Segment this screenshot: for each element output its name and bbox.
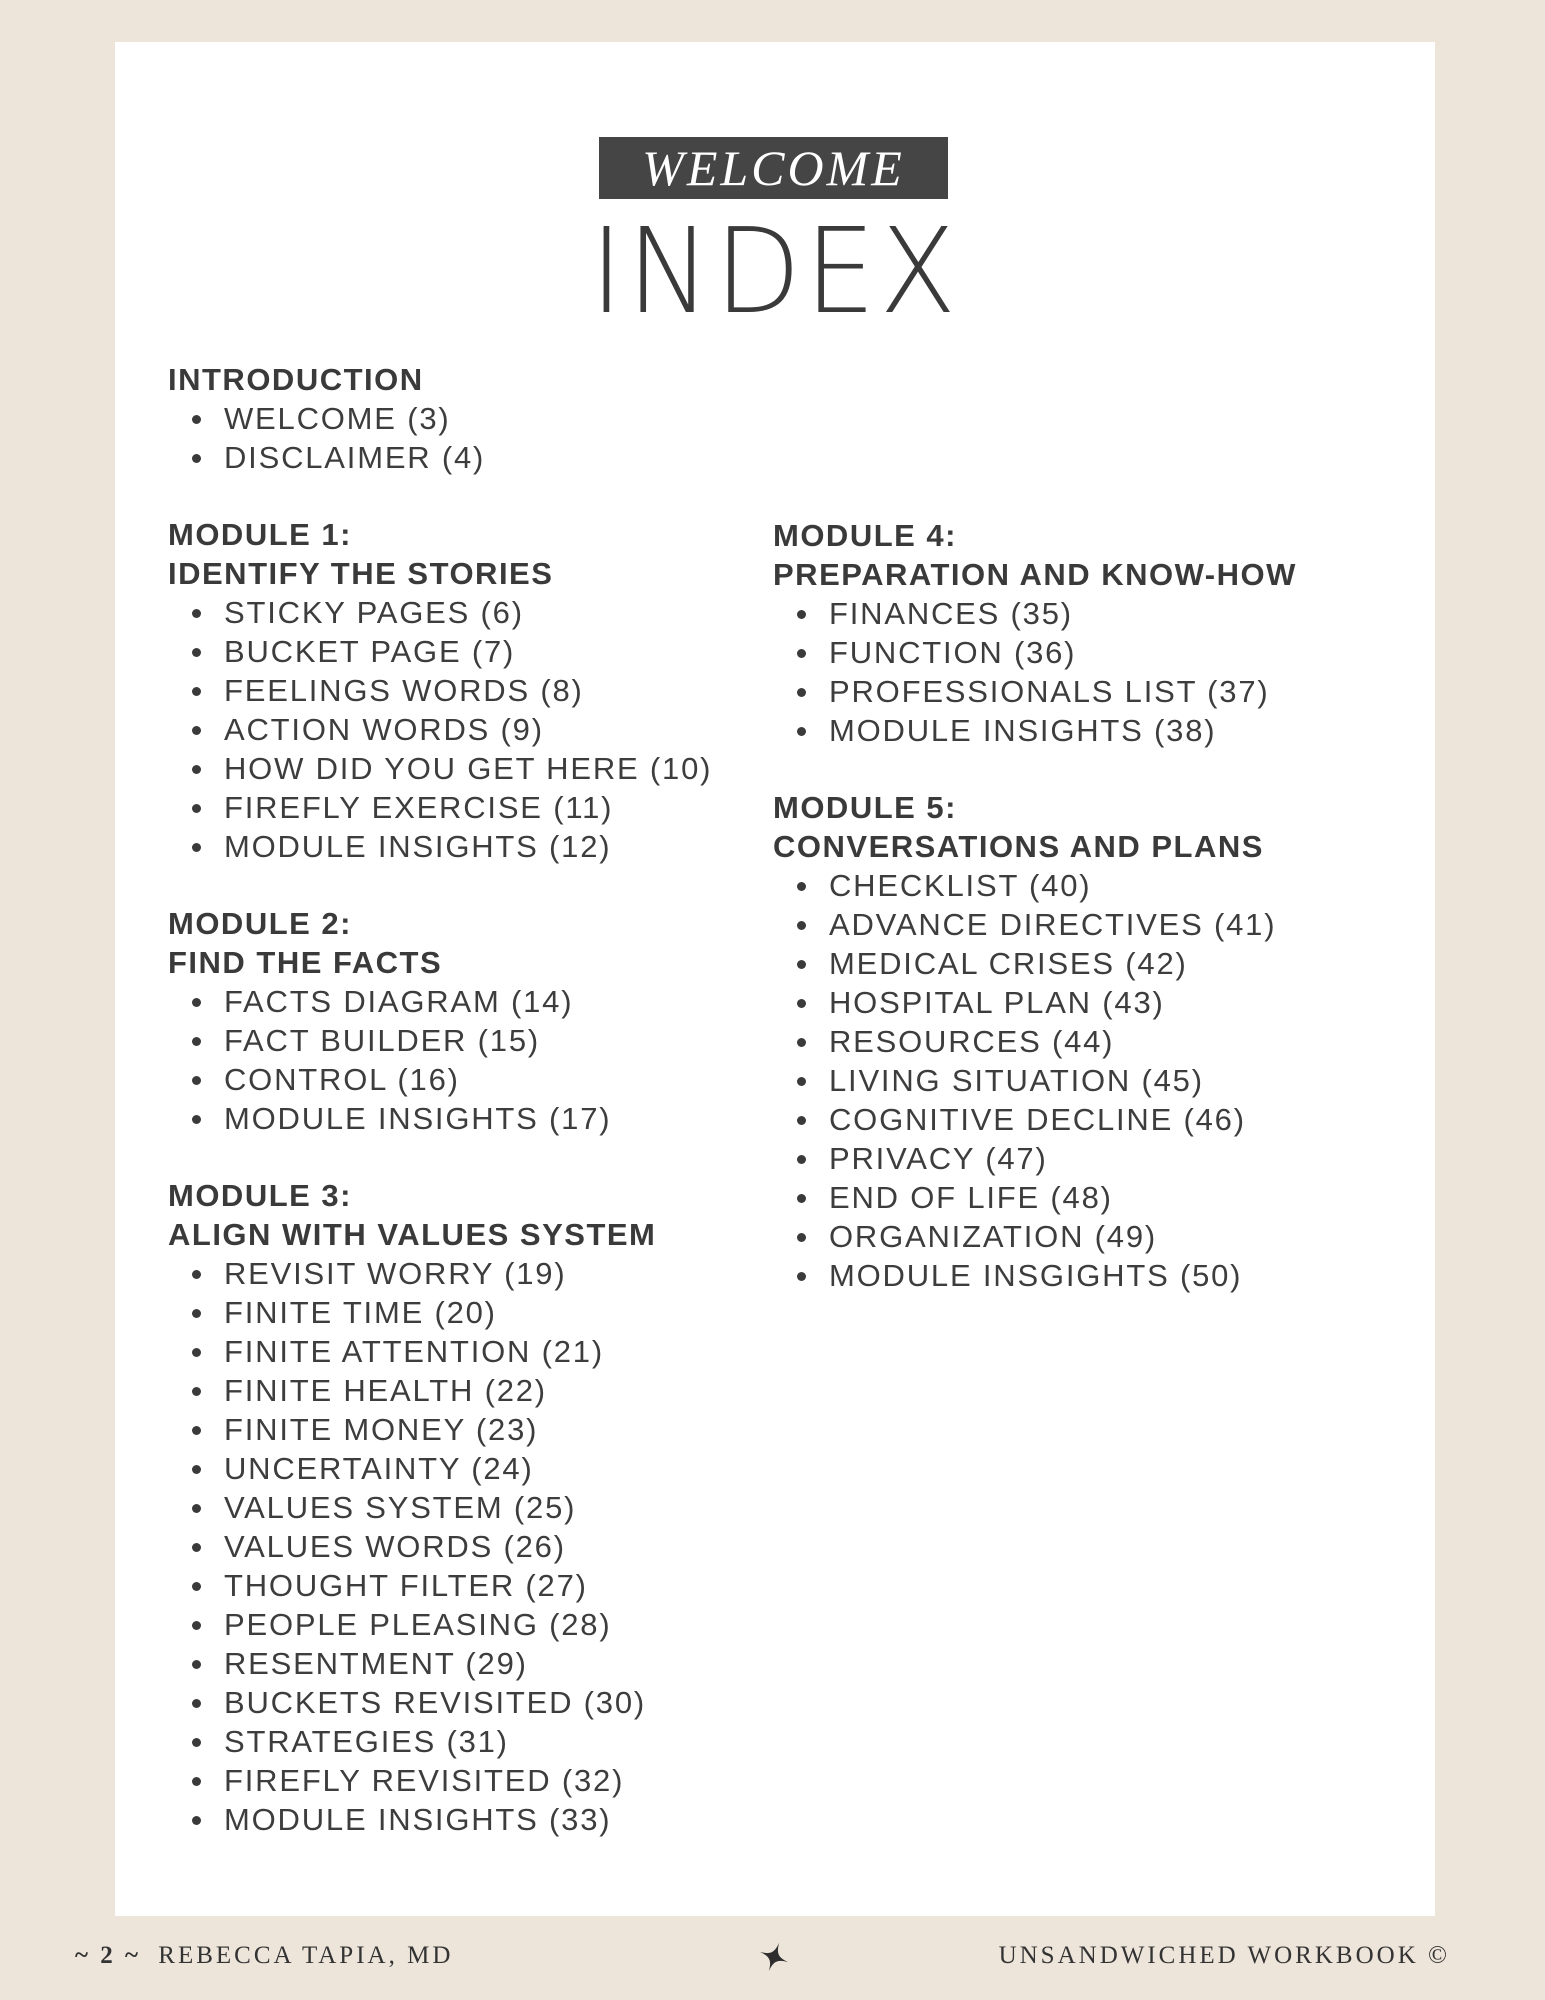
bullet-icon [192, 609, 201, 618]
index-entry [773, 1139, 1393, 1178]
bullet-icon [797, 1233, 806, 1242]
index-entry-label: STRATEGIES (31) [224, 1724, 509, 1759]
index-entry [168, 710, 768, 749]
bullet-icon [192, 804, 201, 813]
index-entry-label: PEOPLE PLEASING (28) [224, 1607, 612, 1642]
index-entry-label: UNCERTAINTY (24) [224, 1451, 534, 1486]
index-entry [773, 944, 1393, 983]
bullet-icon [192, 1504, 201, 1513]
index-entry [168, 593, 768, 632]
index-entry-label: FINITE MONEY (23) [224, 1412, 539, 1447]
bullet-icon [192, 1348, 201, 1357]
index-entry-label: RESOURCES (44) [829, 1024, 1115, 1059]
index-entry-label: MODULE INSIGHTS (38) [829, 713, 1217, 748]
bullet-icon [797, 960, 806, 969]
index-entry [168, 1371, 768, 1410]
index-entry-label: BUCKET PAGE (7) [224, 634, 516, 669]
section-heading: FIND THE FACTS [168, 945, 443, 980]
section-item-list [773, 866, 1393, 1295]
bullet-icon [192, 687, 201, 696]
index-entry [168, 1761, 768, 1800]
index-entry-label: COGNITIVE DECLINE (46) [829, 1102, 1246, 1137]
index-entry [168, 399, 768, 438]
index-entry [773, 1256, 1393, 1295]
bullet-icon [192, 1465, 201, 1474]
index-entry-label: STICKY PAGES (6) [224, 595, 524, 630]
section-item-list [773, 594, 1393, 750]
index-entry-label: PROFESSIONALS LIST (37) [829, 674, 1270, 709]
index-entry-label: FACTS DIAGRAM (14) [224, 984, 574, 1019]
index-entry-label: VALUES WORDS (26) [224, 1529, 566, 1564]
index-entry [773, 1061, 1393, 1100]
four-point-star-icon [757, 1940, 791, 1974]
index-section [168, 515, 768, 866]
index-section [773, 788, 1393, 1295]
bullet-icon [192, 1621, 201, 1630]
index-entry-label: FEELINGS WORDS (8) [224, 673, 584, 708]
page-footer [0, 1928, 1545, 1978]
section-item-list [168, 982, 768, 1138]
bullet-icon [192, 1543, 201, 1552]
section-heading: MODULE 3: [168, 1178, 352, 1213]
index-entry [773, 672, 1393, 711]
index-entry-label: ADVANCE DIRECTIVES (41) [829, 907, 1277, 942]
index-entry [773, 594, 1393, 633]
index-entry-label: BUCKETS REVISITED (30) [224, 1685, 647, 1720]
index-entry-label: FIREFLY EXERCISE (11) [224, 790, 614, 825]
index-entry-label: PRIVACY (47) [829, 1141, 1048, 1176]
section-heading: INTRODUCTION [168, 362, 424, 397]
index-entry-label: FACT BUILDER (15) [224, 1023, 540, 1058]
section-heading: MODULE 1: [168, 517, 352, 552]
index-entry-label: REVISIT WORRY (19) [224, 1256, 567, 1291]
index-section [168, 360, 768, 477]
section-heading: MODULE 5: [773, 790, 957, 825]
index-entry-label: THOUGHT FILTER (27) [224, 1568, 588, 1603]
index-entry-label: DISCLAIMER (4) [224, 440, 486, 475]
workbook-name: UNSANDWICHED WORKBOOK © [998, 1942, 1450, 1969]
index-entry [773, 1178, 1393, 1217]
index-entry-label: CHECKLIST (40) [829, 868, 1092, 903]
index-entry [168, 1605, 768, 1644]
bullet-icon [192, 415, 201, 424]
index-entry-label: MODULE INSIGHTS (17) [224, 1101, 612, 1136]
index-entry-label: MODULE INSIGHTS (33) [224, 1802, 612, 1837]
index-entry [168, 438, 768, 477]
footer-left [75, 1942, 453, 1970]
bullet-icon [192, 1309, 201, 1318]
bullet-icon [797, 649, 806, 658]
index-entry [168, 1722, 768, 1761]
section-item-list [168, 1254, 768, 1839]
index-entry-label: WELCOME (3) [224, 401, 451, 436]
bullet-icon [797, 999, 806, 1008]
index-entry [168, 1566, 768, 1605]
index-entry-label: RESENTMENT (29) [224, 1646, 528, 1681]
page-sheet [115, 42, 1435, 1916]
bullet-icon [797, 1272, 806, 1281]
index-entry [168, 788, 768, 827]
index-entry [168, 632, 768, 671]
section-heading: CONVERSATIONS AND PLANS [773, 829, 1264, 864]
index-entry-label: FINITE TIME (20) [224, 1295, 497, 1330]
index-entry [168, 827, 768, 866]
index-section [773, 516, 1393, 750]
page-title: INDEX [590, 202, 960, 340]
author-name: REBECCA TAPIA, MD [158, 1942, 454, 1969]
bullet-icon [797, 1194, 806, 1203]
index-entry [168, 671, 768, 710]
bullet-icon [192, 1660, 201, 1669]
index-entry [773, 1217, 1393, 1256]
index-entry [773, 866, 1393, 905]
index-entry [168, 1410, 768, 1449]
bullet-icon [797, 1077, 806, 1086]
index-entry-label: ACTION WORDS (9) [224, 712, 544, 747]
index-column-right [773, 516, 1393, 1333]
bullet-icon [192, 1115, 201, 1124]
welcome-banner [599, 137, 948, 199]
index-entry [168, 1527, 768, 1566]
index-column-left [168, 360, 768, 1877]
bullet-icon [192, 1076, 201, 1085]
section-heading: MODULE 2: [168, 906, 352, 941]
index-entry [168, 1644, 768, 1683]
index-entry-label: MODULE INSGIGHTS (50) [829, 1258, 1243, 1293]
index-entry-label: HOSPITAL PLAN (43) [829, 985, 1165, 1020]
bullet-icon [192, 1699, 201, 1708]
bullet-icon [192, 843, 201, 852]
section-heading: ALIGN WITH VALUES SYSTEM [168, 1217, 657, 1252]
welcome-banner-text: WELCOME [642, 140, 905, 196]
index-entry [773, 633, 1393, 672]
index-entry-label: MODULE INSIGHTS (12) [224, 829, 612, 864]
bullet-icon [192, 726, 201, 735]
bullet-icon [797, 727, 806, 736]
bullet-icon [192, 1738, 201, 1747]
bullet-icon [797, 882, 806, 891]
index-entry [168, 1099, 768, 1138]
index-entry [168, 982, 768, 1021]
index-entry [168, 749, 768, 788]
index-entry [168, 1683, 768, 1722]
bullet-icon [797, 610, 806, 619]
index-entry-label: HOW DID YOU GET HERE (10) [224, 751, 713, 786]
bullet-icon [797, 1116, 806, 1125]
section-heading: MODULE 4: [773, 518, 957, 553]
index-entry [168, 1293, 768, 1332]
index-entry-label: MEDICAL CRISES (42) [829, 946, 1188, 981]
bullet-icon [797, 921, 806, 930]
index-entry [773, 1100, 1393, 1139]
index-entry-label: FINANCES (35) [829, 596, 1073, 631]
bullet-icon [797, 1155, 806, 1164]
index-entry [168, 1021, 768, 1060]
bullet-icon [192, 1387, 201, 1396]
bullet-icon [192, 454, 201, 463]
section-heading: IDENTIFY THE STORIES [168, 556, 554, 591]
index-entry-label: FINITE HEALTH (22) [224, 1373, 547, 1408]
index-entry [773, 905, 1393, 944]
index-entry-label: FUNCTION (36) [829, 635, 1077, 670]
bullet-icon [192, 648, 201, 657]
index-entry-label: VALUES SYSTEM (25) [224, 1490, 577, 1525]
bullet-icon [192, 1816, 201, 1825]
index-entry [168, 1254, 768, 1293]
index-entry [773, 1022, 1393, 1061]
index-entry-label: END OF LIFE (48) [829, 1180, 1113, 1215]
index-entry-label: LIVING SITUATION (45) [829, 1063, 1204, 1098]
index-entry-label: ORGANIZATION (49) [829, 1219, 1157, 1254]
bullet-icon [797, 688, 806, 697]
index-entry-label: FIREFLY REVISITED (32) [224, 1763, 625, 1798]
bullet-icon [192, 1426, 201, 1435]
index-section [168, 1176, 768, 1839]
bullet-icon [192, 1777, 201, 1786]
index-entry [168, 1449, 768, 1488]
index-entry [168, 1488, 768, 1527]
index-entry [773, 983, 1393, 1022]
index-section [168, 904, 768, 1138]
index-entry [168, 1332, 768, 1371]
bullet-icon [192, 765, 201, 774]
index-entry [773, 711, 1393, 750]
bullet-icon [192, 1270, 201, 1279]
section-item-list [168, 593, 768, 866]
bullet-icon [192, 1037, 201, 1046]
page-number: ~ 2 ~ [75, 1942, 142, 1969]
bullet-icon [797, 1038, 806, 1047]
index-entry [168, 1800, 768, 1839]
index-entry-label: FINITE ATTENTION (21) [224, 1334, 604, 1369]
index-entry-label: CONTROL (16) [224, 1062, 460, 1097]
section-item-list [168, 399, 768, 477]
index-entry [168, 1060, 768, 1099]
section-heading: PREPARATION AND KNOW-HOW [773, 557, 1297, 592]
bullet-icon [192, 998, 201, 1007]
bullet-icon [192, 1582, 201, 1591]
